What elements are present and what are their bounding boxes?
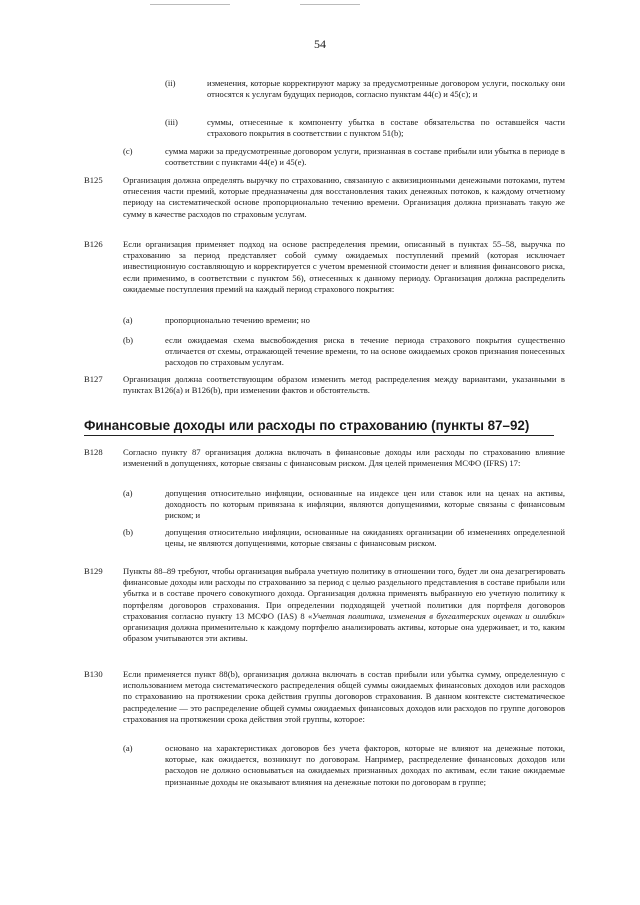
item-label: (c) <box>123 146 133 156</box>
item-text: сумма маржи за предусмотренные договором услуги, признанная в составе прибыли или убытка в периоде в соответствии с пунктами 44(e) и 45(e). <box>165 146 565 168</box>
item-label: (a) <box>123 743 133 753</box>
item-label: (b) <box>123 335 134 345</box>
page-number: 54 <box>314 37 326 51</box>
paragraph-text: Организация должна соответствующим образом изменить метод распределения между вариантами, указанными в пунктах B126(a) и B126(b), при изменении фактов и обстоятельств. <box>123 374 565 396</box>
paragraph-number: B128 <box>84 447 103 457</box>
scan-artifact-line <box>300 4 360 5</box>
paragraph-text: Если применяется пункт 88(b), организация должна включать в состав прибыли или убытка сумму, определенную с использованием метода систематического распределения общей суммы ожидаемых финансовых доходов или расходов по страхованию на протяжении срока действия группы договоров страхования. В данном контексте систематическое распределение — это распределение общей суммы ожидаемых финансовых доходов или расходов по группе договоров страхования на протяжении срока действия этой группы, которое: <box>123 669 565 724</box>
paragraph-text-part: » организация должна применительно к каждому портфелю анализировать активы, которые она удерживает, и то, каким образом учитываются эти активы. <box>123 610 565 644</box>
paragraph-number: B125 <box>84 175 103 185</box>
item-text: пропорционально течению времени; но <box>165 315 310 325</box>
paragraph-text: Если организация применяет подход на основе распределения премии, описанный в пунктах 55–58, выручка по страхованию за период представляет собой сумму ожидаемых поступлений премий (которая исключает инвестиционную составляющую и корректируется с учетом временной стоимости денег и влияния финансового риска, если применимо, в соответствии с пунктом 56), отнесенных к данному периоду. Организация должна распределить ожидаемые поступления премий на каждый период страхового покрытия: <box>123 239 565 294</box>
item-label: (a) <box>123 315 133 325</box>
paragraph-text: Согласно пункту 87 организация должна включать в финансовые доходы или расходы по страхованию влияние изменений в допущениях, которые связаны с финансовым риском. Для целей применения МСФО (IFRS) 17: <box>123 447 565 469</box>
item-label: (iii) <box>165 117 178 127</box>
item-text: допущения относительно инфляции, основанные на ожиданиях организации об изменениях определенной цены, не являются допущениями, которые связаны с финансовым риском. <box>165 527 565 549</box>
paragraph-number: B126 <box>84 239 103 249</box>
paragraph-number: B130 <box>84 669 103 679</box>
item-label: (ii) <box>165 78 176 88</box>
item-label: (b) <box>123 527 134 537</box>
scan-artifact-line <box>150 4 230 5</box>
item-text: изменения, которые корректируют маржу за предусмотренные договором услуги, поскольку они относятся к услугам будущих периодов, согласно пунктам 44(c) и 45(c); и <box>207 78 565 100</box>
item-text: если ожидаемая схема высвобождения риска в течение периода страхового покрытия существенно отличается от схемы, отражающей течение времени, то на основе ожидаемых сроков признания понесенных расходов по страховым услугам. <box>165 335 565 368</box>
item-text: суммы, отнесенные к компоненту убытка в составе обязательства по оставшейся части страхового покрытия в соответствии с пунктом 51(b); <box>207 117 565 139</box>
paragraph-text-part: Пункты 88–89 требуют, чтобы организация выбрала учетную политику в отношении того, будет ли она дезагрегировать финансовые доходы или расходы по страхованию за период с целью раздельного представления в составе прибыли или убытка и в составе прочего совокупного дохода. Организация должна применять выбранную ею учетную политику к портфелям договоров страхования. При определении подходящей учетной политики для портфеля договоров страхования согласно пункту 13 МСФО (IAS) 8 « <box>123 566 565 621</box>
standard-title: Учетная политика, изменения в бухгалтерских оценках и ошибки <box>312 610 561 621</box>
item-text: допущения относительно инфляции, основанные на индексе цен или ставок или на ценах на активы, доходность по которым привязана к инфляции, являются допущениями, которые связаны с финансовым риском; и <box>165 488 565 521</box>
paragraph-number: B127 <box>84 374 103 384</box>
section-heading: Финансовые доходы или расходы по страхованию (пункты 87–92) <box>84 418 554 436</box>
paragraph-text <box>123 566 565 644</box>
item-text: основано на характеристиках договоров без учета факторов, которые не влияют на денежные потоки, которые, как ожидается, возникнут по договорам. Например, распределение финансовых доходов или расходов не должно основываться на ожидаемых признанных доходах по активам, если такие ожидаемые признанные доходы не оказывают влияния на денежные потоки по договорам в группе; <box>165 743 565 787</box>
item-label: (a) <box>123 488 133 498</box>
paragraph-text: Организация должна определять выручку по страхованию, связанную с аквизиционными денежными потоками, путем отнесения части премий, которые предназначены для восстановления таких денежных потоков, к каждому отчетному периоду на систематической основе пропорционально течению времени. Организация должна признавать такую же сумму в качестве расходов по страховым услугам. <box>123 175 565 219</box>
paragraph-number: B129 <box>84 566 103 576</box>
